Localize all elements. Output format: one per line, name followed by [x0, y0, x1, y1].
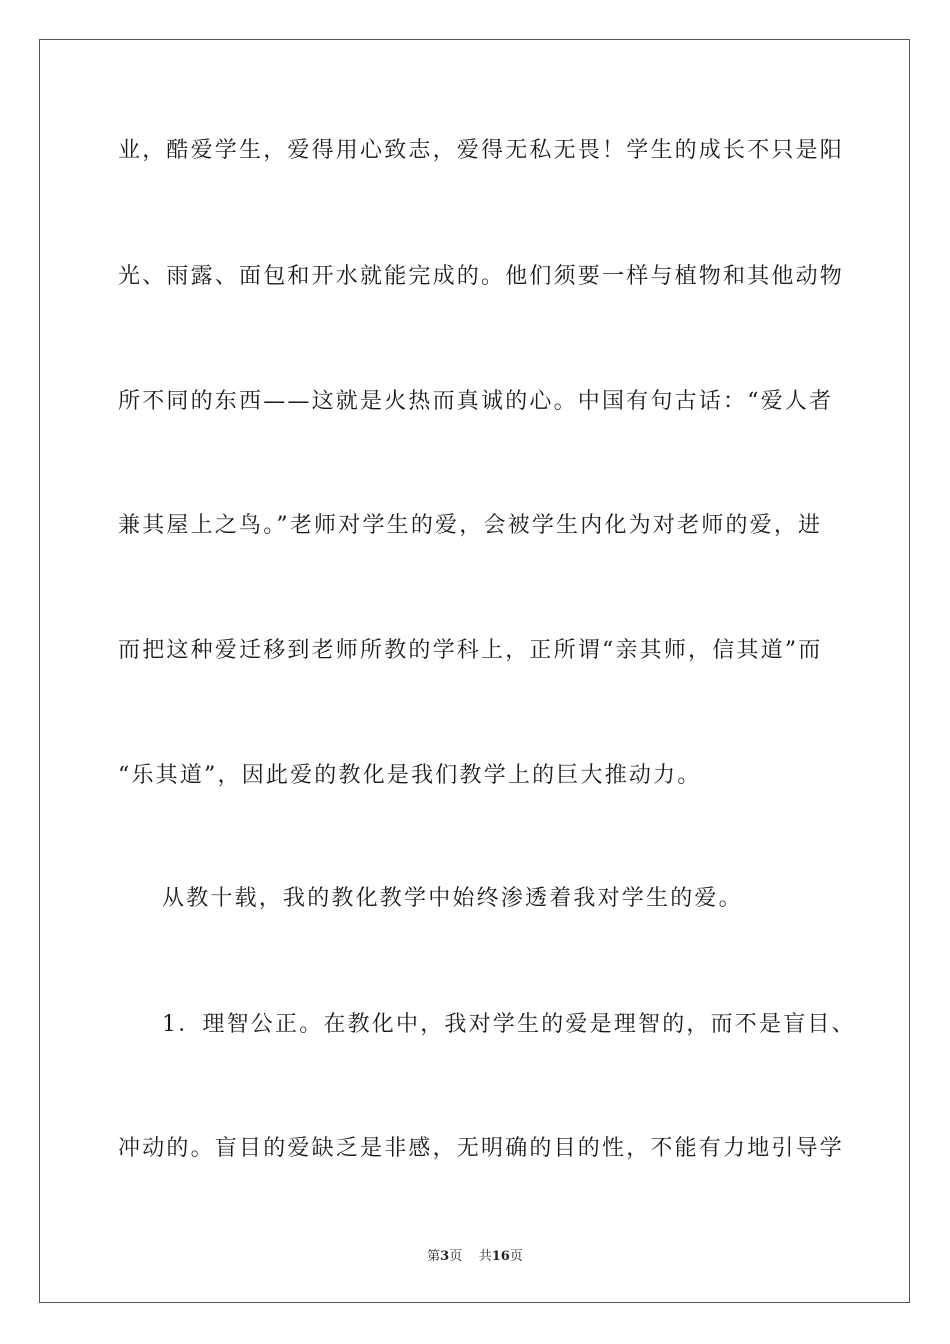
body-text-line-9: 冲动的。盲目的爱缺乏是非感，无明确的目的性，不能有力地引导学 — [118, 1136, 845, 1161]
body-text-line-6: “乐其道”，因此爱的教化是我们教学上的巨大推动力。 — [118, 763, 702, 788]
footer-total-prefix: 共 — [478, 1249, 492, 1264]
footer-total-suffix: 页 — [509, 1249, 523, 1264]
body-text-line-1: 业，酷爱学生，爱得用心致志，爱得无私无畏！学生的成长不只是阳 — [118, 138, 845, 163]
body-text-line-5: 而把这种爱迁移到老师所教的学科上，正所谓“亲其师，信其道”而 — [118, 638, 823, 663]
footer-total-pages: 16 — [491, 1249, 510, 1264]
body-text-line-4: 兼其屋上之鸟。”老师对学生的爱，会被学生内化为对老师的爱，进 — [118, 513, 823, 538]
body-text-line-2: 光、雨露、面包和开水就能完成的。他们须要一样与植物和其他动物 — [118, 264, 845, 289]
body-text-paragraph-indented: 从教十载，我的教化教学中始终渗透着我对学生的爱。 — [162, 886, 743, 911]
footer-page-prefix: 第 — [427, 1249, 441, 1264]
footer-page-number: 3 — [440, 1249, 450, 1264]
body-text-list-item-1: 1．理智公正。在教化中，我对学生的爱是理智的，而不是盲目、 — [162, 1012, 856, 1037]
body-text-line-3: 所不同的东西——这就是火热而真诚的心。中国有句古话：“爱人者 — [118, 389, 834, 414]
page-border — [39, 39, 910, 1303]
footer-page-suffix: 页 — [449, 1249, 463, 1264]
page-footer — [0, 1248, 950, 1266]
